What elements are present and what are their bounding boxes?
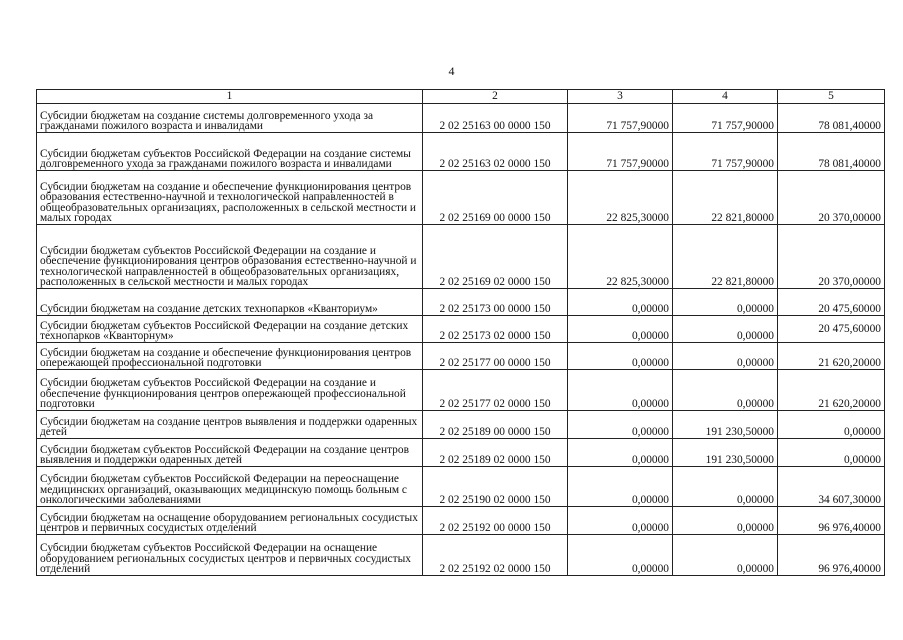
table-row [37, 133, 885, 171]
value-col5: 21 620,20000 [778, 370, 885, 411]
value-col5: 96 976,40000 [778, 507, 885, 535]
table-row [37, 343, 885, 370]
subsidy-name: Субсидии бюджетам на оснащение оборудованием региональных сосудистых центров и первичных сосудистых отделений [37, 507, 423, 535]
subsidy-name: Субсидии бюджетам субъектов Российской Федерации на создание и обеспечение функционирования центров опережающей профессиональной подготовки [37, 370, 423, 411]
value-col5: 78 081,40000 [778, 104, 885, 133]
budget-code: 2 02 25189 02 0000 150 [423, 439, 568, 467]
column-header: 4 [673, 90, 778, 104]
value-col5: 20 475,60000 [778, 316, 885, 343]
value-col5: 34 607,30000 [778, 467, 885, 507]
budget-code: 2 02 25169 02 0000 150 [423, 225, 568, 289]
budget-code: 2 02 25192 02 0000 150 [423, 535, 568, 576]
value-col3: 22 825,30000 [568, 171, 673, 225]
value-col5: 0,00000 [778, 439, 885, 467]
column-header: 2 [423, 90, 568, 104]
value-col4: 0,00000 [673, 535, 778, 576]
value-col3: 0,00000 [568, 370, 673, 411]
column-header: 5 [778, 90, 885, 104]
table-row [37, 370, 885, 411]
subsidy-name: Субсидии бюджетам на создание системы долговременного ухода за гражданами пожилого возраста и инвалидами [37, 104, 423, 133]
subsidy-name: Субсидии бюджетам на создание и обеспечение функционирования центров образования естественно-научной и технологической направленностей в общеобразовательных организациях, расположенных в сельской местности и малых городах [37, 171, 423, 225]
value-col3: 0,00000 [568, 289, 673, 316]
value-col4: 71 757,90000 [673, 104, 778, 133]
value-col3: 0,00000 [568, 439, 673, 467]
budget-code: 2 02 25189 00 0000 150 [423, 411, 568, 439]
budget-code: 2 02 25163 00 0000 150 [423, 104, 568, 133]
table-row [37, 467, 885, 507]
subsidy-name: Субсидии бюджетам субъектов Российской Федерации на создание и обеспечение функционирования центров образования естественно-научной и технологической направленностей в общеобразовательных организациях, расположенных в сельской местности и малых городах [37, 225, 423, 289]
value-col3: 0,00000 [568, 507, 673, 535]
budget-code: 2 02 25190 02 0000 150 [423, 467, 568, 507]
budget-code: 2 02 25177 02 0000 150 [423, 370, 568, 411]
subsidy-name: Субсидии бюджетам субъектов Российской Федерации на переоснащение медицинских организаций, оказывающих медицинскую помощь больным с онкологическими заболеваниями [37, 467, 423, 507]
subsidy-name: Субсидии бюджетам на создание детских технопарков «Кванториум» [37, 289, 423, 316]
value-col3: 0,00000 [568, 316, 673, 343]
value-col4: 191 230,50000 [673, 439, 778, 467]
value-col5: 20 370,00000 [778, 171, 885, 225]
budget-revenue-table [36, 89, 885, 576]
table-header-row [37, 90, 885, 104]
subsidy-name: Субсидии бюджетам субъектов Российской Федерации на создание центров выявления и поддержки одаренных детей [37, 439, 423, 467]
subsidy-name: Субсидии бюджетам субъектов Российской Федерации на создание системы долговременного ухода за гражданами пожилого возраста и инвалидами [37, 133, 423, 171]
value-col3: 0,00000 [568, 411, 673, 439]
subsidy-name: Субсидии бюджетам на создание и обеспечение функционирования центров опережающей профессиональной подготовки [37, 343, 423, 370]
value-col5: 20 475,60000 [778, 289, 885, 316]
value-col4: 22 821,80000 [673, 225, 778, 289]
value-col5: 0,00000 [778, 411, 885, 439]
subsidy-name: Субсидии бюджетам субъектов Российской Федерации на создание детских технопарков «Кванторнум» [37, 316, 423, 343]
subsidy-name: Субсидии бюджетам субъектов Российской Федерации на оснащение оборудованием региональных сосудистых центров и первичных сосудистых отделений [37, 535, 423, 576]
value-col4: 0,00000 [673, 316, 778, 343]
budget-code: 2 02 25173 02 0000 150 [423, 316, 568, 343]
table-row [37, 439, 885, 467]
value-col4: 0,00000 [673, 370, 778, 411]
value-col4: 22 821,80000 [673, 171, 778, 225]
value-col3: 0,00000 [568, 343, 673, 370]
value-col3: 0,00000 [568, 467, 673, 507]
budget-code: 2 02 25169 00 0000 150 [423, 171, 568, 225]
value-col5: 21 620,20000 [778, 343, 885, 370]
subsidy-name: Субсидии бюджетам на создание центров выявления и поддержки одаренных детей [37, 411, 423, 439]
table-row [37, 225, 885, 289]
budget-code: 2 02 25163 02 0000 150 [423, 133, 568, 171]
table-row [37, 507, 885, 535]
column-header: 3 [568, 90, 673, 104]
value-col4: 0,00000 [673, 343, 778, 370]
table-row [37, 104, 885, 133]
value-col4: 0,00000 [673, 467, 778, 507]
value-col5: 78 081,40000 [778, 133, 885, 171]
value-col4: 0,00000 [673, 289, 778, 316]
value-col5: 20 370,00000 [778, 225, 885, 289]
budget-code: 2 02 25173 00 0000 150 [423, 289, 568, 316]
budget-code: 2 02 25192 00 0000 150 [423, 507, 568, 535]
table-row [37, 316, 885, 343]
value-col3: 71 757,90000 [568, 104, 673, 133]
value-col3: 0,00000 [568, 535, 673, 576]
column-header: 1 [37, 90, 423, 104]
value-col4: 0,00000 [673, 507, 778, 535]
table-row [37, 535, 885, 576]
value-col5: 96 976,40000 [778, 535, 885, 576]
value-col3: 22 825,30000 [568, 225, 673, 289]
table-row [37, 411, 885, 439]
value-col4: 71 757,90000 [673, 133, 778, 171]
value-col4: 191 230,50000 [673, 411, 778, 439]
value-col3: 71 757,90000 [568, 133, 673, 171]
budget-code: 2 02 25177 00 0000 150 [423, 343, 568, 370]
table-row [37, 289, 885, 316]
page-number: 4 [448, 64, 455, 78]
table-row [37, 171, 885, 225]
